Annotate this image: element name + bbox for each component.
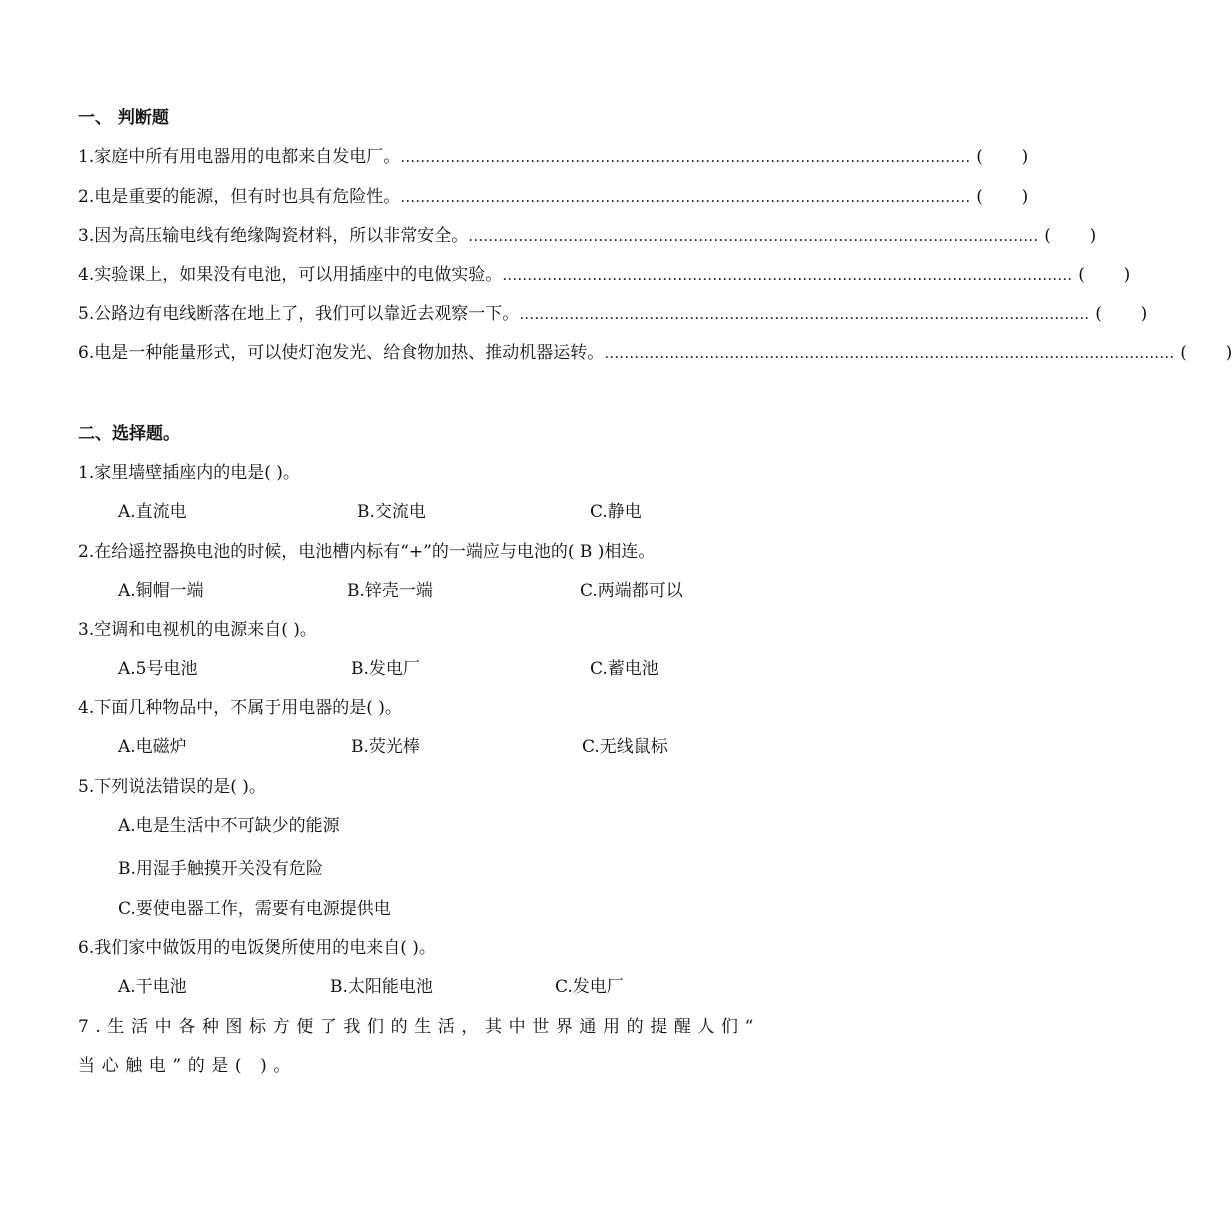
leader-dots: …………………………………………………………………………………………………… (400, 148, 971, 166)
question-5-option-b[interactable]: B.用湿手触摸开关没有危险 (118, 859, 323, 879)
question-1-option-b[interactable]: B.交流电 (357, 502, 426, 522)
question-2-option-a[interactable]: A.铜帽一端 (118, 581, 204, 601)
question-6-option-a[interactable]: A.干电池 (118, 977, 187, 997)
question-2-stem: 2.在给遥控器换电池的时候，电池槽内标有“+”的一端应与电池的( B )相连。 (78, 542, 656, 562)
question-5-option-a[interactable]: A.电是生活中不可缺少的能源 (118, 816, 340, 836)
leader-dots: …………………………………………………………………………………………………… (519, 305, 1090, 323)
question-6-stem: 6.我们家中做饭用的电饭煲所使用的电来自( )。 (78, 938, 436, 958)
question-6-option-b[interactable]: B.太阳能电池 (330, 977, 433, 997)
question-4-option-c[interactable]: C.无线鼠标 (582, 737, 668, 757)
question-2-option-b[interactable]: B.锌壳一端 (347, 581, 433, 601)
question-7-stem-line-2: 当心触电”的是( )。 (78, 1056, 297, 1076)
question-4-option-a[interactable]: A.电磁炉 (118, 737, 187, 757)
leader-dots: …………………………………………………………………………………………………… (502, 266, 1073, 284)
true-false-item-2 (78, 186, 1029, 208)
answer-blank[interactable]: ( ) (1078, 265, 1131, 285)
question-1-option-c[interactable]: C.静电 (590, 502, 642, 522)
question-3-option-b[interactable]: B.发电厂 (351, 659, 420, 679)
question-3-option-a[interactable]: A.5号电池 (118, 659, 198, 679)
true-false-item-1 (78, 146, 1029, 168)
question-text: 3.因为高压输电线有绝缘陶瓷材料，所以非常安全。 (78, 226, 469, 246)
question-3-stem: 3.空调和电视机的电源来自( )。 (78, 620, 317, 640)
question-6-option-c[interactable]: C.发电厂 (555, 977, 624, 997)
answer-blank[interactable]: ( ) (976, 187, 1029, 207)
question-text: 1.家庭中所有用电器用的电都来自发电厂。 (78, 147, 401, 167)
true-false-item-4 (78, 264, 1131, 286)
answer-blank[interactable]: ( ) (1180, 343, 1232, 363)
leader-dots: …………………………………………………………………………………………………… (604, 344, 1175, 362)
question-2-option-c[interactable]: C.两端都可以 (580, 581, 683, 601)
leader-dots: …………………………………………………………………………………………………… (400, 188, 971, 206)
question-text: 6.电是一种能量形式，可以使灯泡发光、给食物加热、推动机器运转。 (78, 343, 605, 363)
true-false-item-6 (78, 342, 1232, 364)
question-4-stem: 4.下面几种物品中，不属于用电器的是( )。 (78, 698, 402, 718)
question-5-option-c[interactable]: C.要使电器工作，需要有电源提供电 (118, 899, 391, 919)
leader-dots: …………………………………………………………………………………………………… (468, 227, 1039, 245)
question-4-option-b[interactable]: B.荧光棒 (351, 737, 420, 757)
question-1-option-a[interactable]: A.直流电 (118, 502, 187, 522)
answer-blank[interactable]: ( ) (1095, 304, 1148, 324)
true-false-item-5 (78, 303, 1148, 325)
section-heading-true-false: 一、 判断题 (78, 108, 169, 128)
question-text: 5.公路边有电线断落在地上了，我们可以靠近去观察一下。 (78, 304, 520, 324)
section-heading-multiple-choice: 二、选择题。 (78, 424, 180, 444)
question-3-option-c[interactable]: C.蓄电池 (590, 659, 659, 679)
answer-blank[interactable]: ( ) (976, 147, 1029, 167)
question-text: 2.电是重要的能源，但有时也具有危险性。 (78, 187, 401, 207)
answer-blank[interactable]: ( ) (1044, 226, 1097, 246)
question-5-stem: 5.下列说法错误的是( )。 (78, 777, 266, 797)
question-1-stem: 1.家里墙壁插座内的电是( )。 (78, 463, 300, 483)
question-7-stem-line-1: 7.生活中各种图标方便了我们的生活，其中世界通用的提醒人们“ (78, 1017, 760, 1037)
true-false-item-3 (78, 225, 1097, 247)
question-text: 4.实验课上，如果没有电池，可以用插座中的电做实验。 (78, 265, 503, 285)
